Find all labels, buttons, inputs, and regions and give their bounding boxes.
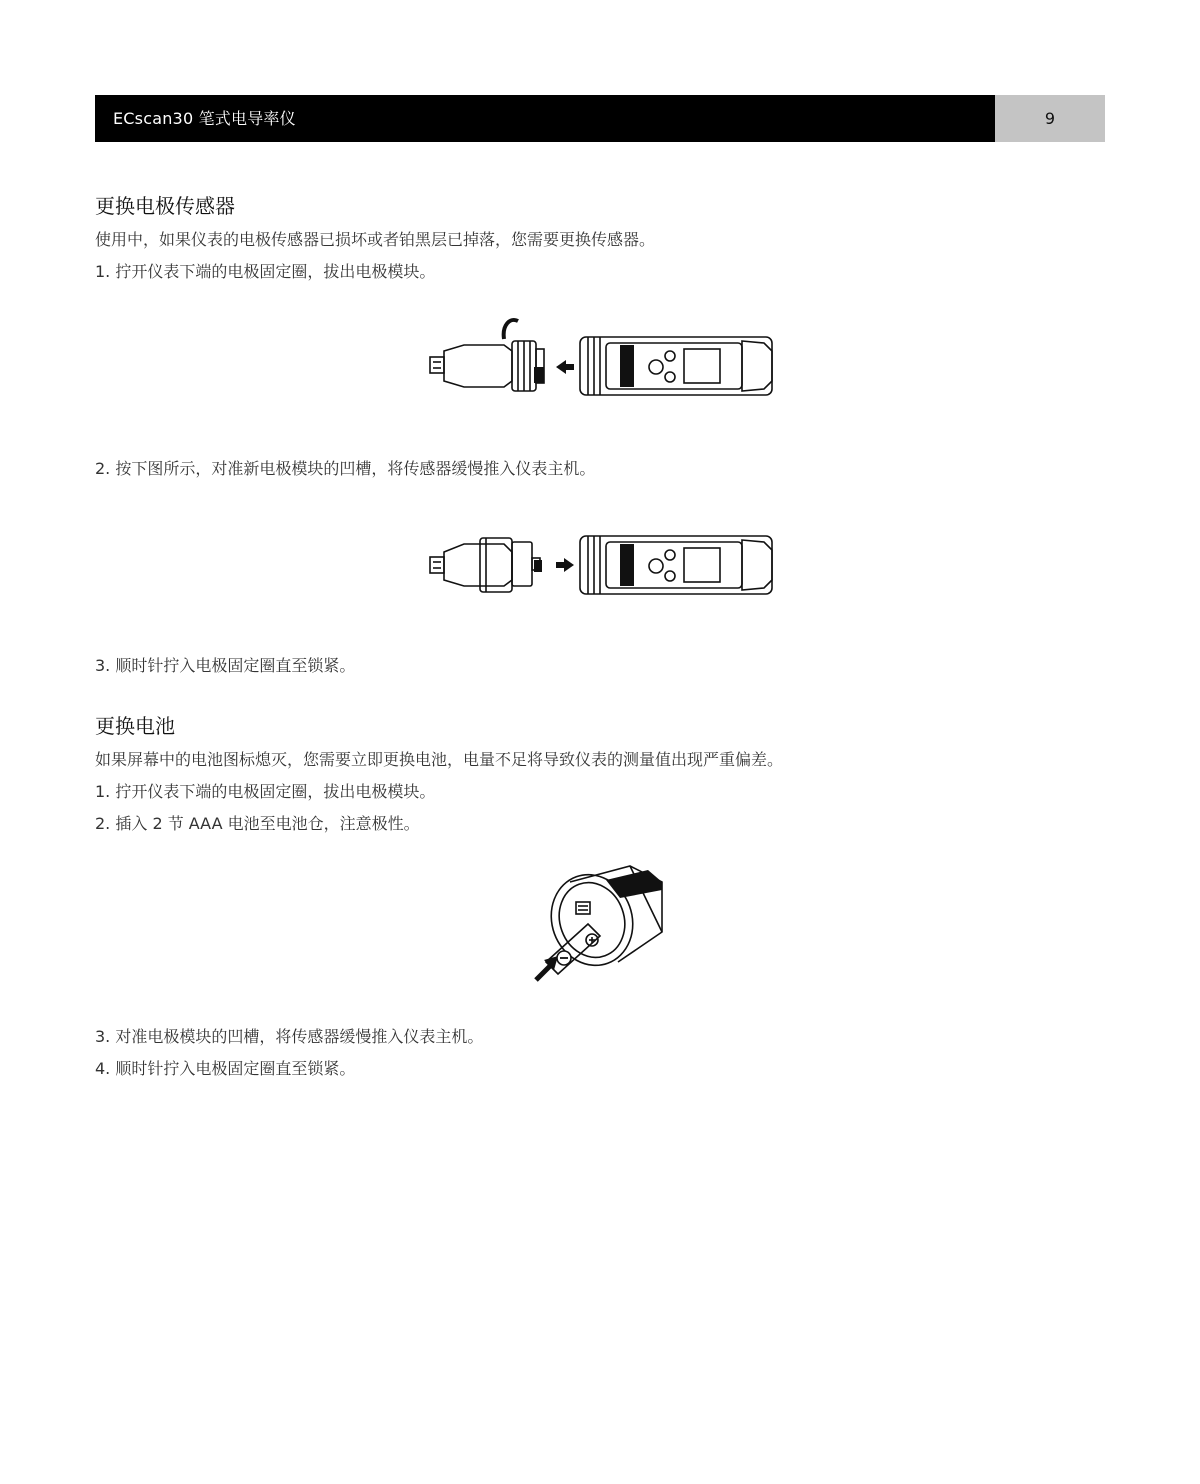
section2-intro: 如果屏幕中的电池图标熄灭，您需要立即更换电池，电量不足将导致仪表的测量值出现严重偏差。 <box>95 750 784 769</box>
section-heading-replace-battery: 更换电池 <box>95 714 175 738</box>
section2-step-3: 3. 对准电极模块的凹槽，将传感器缓慢推入仪表主机。 <box>95 1027 484 1046</box>
illustration-insert-battery <box>530 862 670 984</box>
section2-step-1: 1. 拧开仪表下端的电极固定圈，拔出电极模块。 <box>95 782 436 801</box>
page-number: 9 <box>995 95 1105 142</box>
section1-step-1: 1. 拧开仪表下端的电极固定圈，拔出电极模块。 <box>95 262 436 281</box>
section1-step-3: 3. 顺时针拧入电极固定圈直至锁紧。 <box>95 656 356 675</box>
section2-step-4: 4. 顺时针拧入电极固定圈直至锁紧。 <box>95 1059 356 1078</box>
illustration-insert-sensor <box>420 530 780 600</box>
section1-intro: 使用中，如果仪表的电极传感器已损坏或者铂黑层已掉落，您需要更换传感器。 <box>95 230 656 249</box>
illustration-remove-sensor <box>420 315 780 405</box>
section1-step-2: 2. 按下图所示，对准新电极模块的凹槽，将传感器缓慢推入仪表主机。 <box>95 459 596 478</box>
header-title: ECscan30 笔式电导率仪 <box>113 109 296 128</box>
section-heading-replace-sensor: 更换电极传感器 <box>95 194 235 218</box>
page-header <box>95 95 1105 142</box>
section2-step-2: 2. 插入 2 节 AAA 电池至电池仓，注意极性。 <box>95 814 420 833</box>
